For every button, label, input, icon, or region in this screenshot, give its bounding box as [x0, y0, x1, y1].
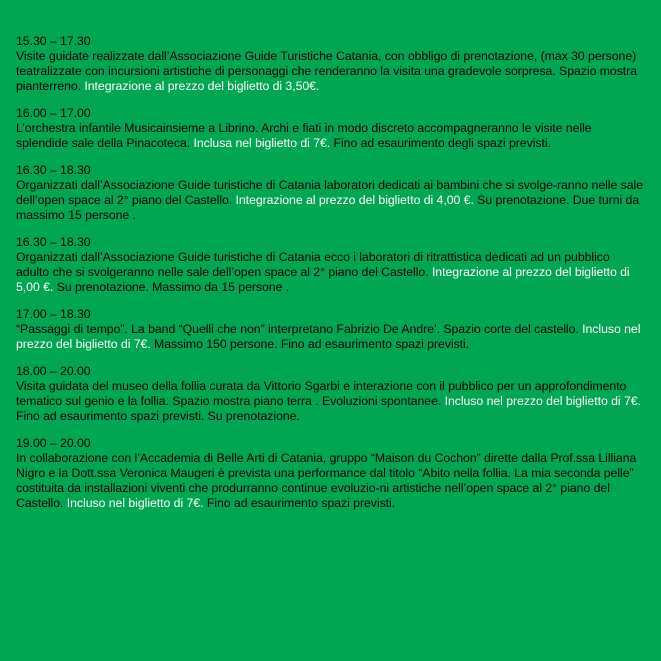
event-description [16, 379, 646, 424]
event-note: Fino ad esaurimento degli spazi previsti. [330, 136, 551, 150]
event-text: Organizzati dall’Associazione Guide turistiche di Catania laboratori dedicati ai bambini che si svolge-ranno nelle sale dell’open space al 2° piano del Castello. [16, 178, 643, 207]
event-note: Su prenotazione. Massimo da 15 persone . [53, 280, 290, 294]
event-price-highlight: Inclusa nel biglietto di 7€. [193, 136, 331, 150]
event-price-highlight: Integrazione al prezzo del biglietto di 3,50€. [84, 79, 320, 93]
event-price-highlight: Integrazione al prezzo del biglietto di 5,00 €. [16, 265, 630, 294]
event-description [16, 178, 646, 223]
event-item [16, 106, 646, 151]
event-price-highlight: Incluso nel prezzo del biglietto di 7€. [444, 394, 641, 408]
event-time: 16.00 – 17.00 [16, 106, 91, 120]
event-note: Su prenotazione. Due turni da massimo 15 persone . [16, 193, 640, 222]
event-item [16, 436, 646, 511]
event-price-highlight: Incluso nel prezzo del biglietto di 7€. [16, 322, 641, 351]
event-item [16, 163, 646, 223]
event-description [16, 49, 646, 94]
event-price-highlight: Incluso nel biglietto di 7€. [66, 496, 204, 510]
event-text: Visite guidate realizzate dall’Associazione Guide Turistiche Catania, con obbligo di prenotazione, (max 30 persone) teatralizzate con incursioni artistiche di personaggi che renderanno la visita una gradevole sorpresa. Spazio mostra pianterreno. [16, 49, 638, 93]
event-note: Fino ad esaurimento spazi previsti. [203, 496, 396, 510]
event-schedule [16, 34, 646, 523]
event-time: 15.30 – 17.30 [16, 34, 91, 48]
event-text: In collaborazione con l’Accademia di Belle Arti di Catania, gruppo “Maison du Cochon” dirette dalla Prof.ssa Lilliana Nigro e la Dott.ssa Veronica Maugeri è prevista una performance dal titolo “Abito nella follia. La mia seconda pelle” costituita da installazioni viventi che produrranno continue evoluzio-ni artistiche nell’open space al 2° piano del Castello. [16, 451, 637, 510]
event-description [16, 451, 646, 511]
event-text: Organizzati dall’Associazione Guide turistiche di Catania ecco i laboratori di ritrattistica dedicati ad un pubblico adulto che si svolgeranno nelle sale dell’open space al 2° piano del Castello. [16, 250, 610, 279]
event-note: Massimo 150 persone. Fino ad esaurimento spazi previsti. [150, 337, 470, 351]
event-item [16, 307, 646, 352]
event-text: L’orchestra infantile Musicainsieme a Librino. Archi e fiati in modo discreto accompagneranno le visite nelle splendide sale della Pinacoteca. [16, 121, 592, 150]
event-description [16, 121, 646, 151]
event-text: “Passaggi di tempo”. La band “Quelli che non” interpretano Fabrizio De Andre’. Spazio corte del castello. [16, 322, 583, 336]
event-item [16, 235, 646, 295]
event-item [16, 364, 646, 424]
event-description [16, 250, 646, 295]
event-time: 17.00 – 18.30 [16, 307, 91, 321]
event-note: Fino ad esaurimento spazi previsti. Su prenotazione. [16, 409, 300, 423]
event-time: 16.30 – 18.30 [16, 163, 91, 177]
event-time: 16.30 – 18.30 [16, 235, 91, 249]
event-text: Visita guidata del museo della follia curata da Vittorio Sgarbi e interazione con il pubblico per un approfondimento tematico sul genio e la follia. Spazio mostra piano terra . Evoluzioni spontanee. [16, 379, 627, 408]
event-time: 19.00 – 20.00 [16, 436, 91, 450]
event-time: 18.00 – 20.00 [16, 364, 91, 378]
event-description [16, 322, 646, 352]
event-price-highlight: Integrazione al prezzo del biglietto di 4,00 €. [235, 193, 474, 207]
event-item [16, 34, 646, 94]
